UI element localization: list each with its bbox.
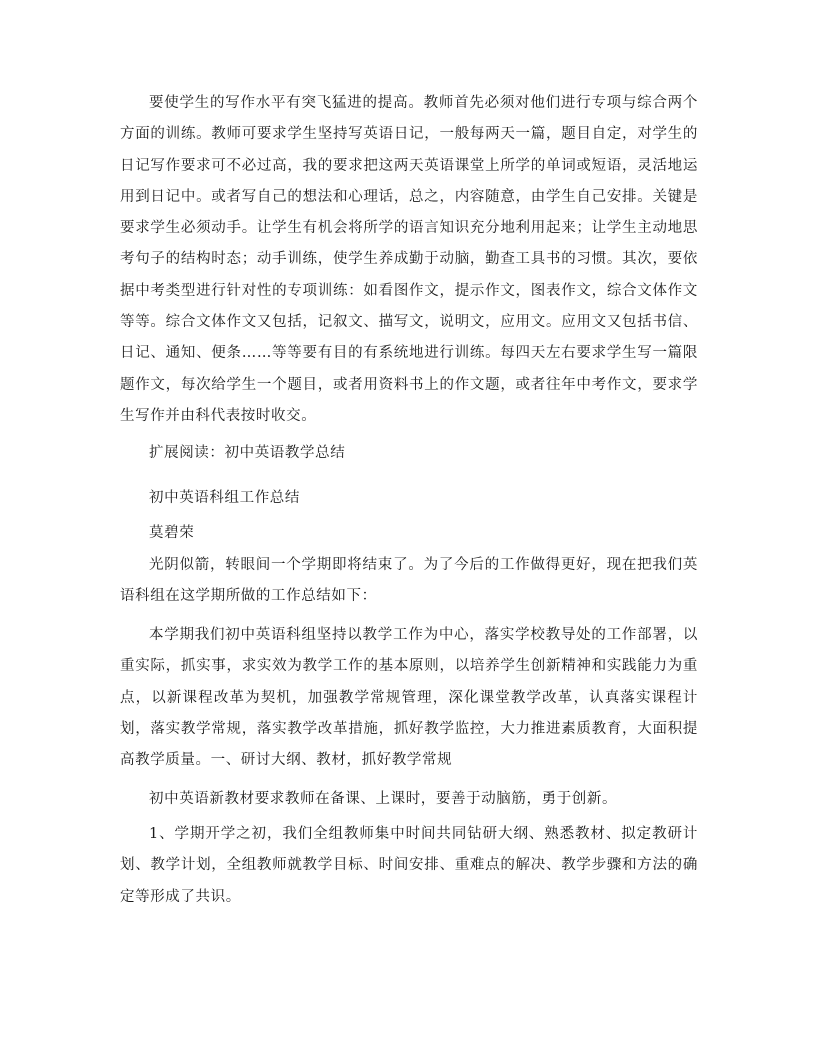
author-name: 莫碧荣 [149,525,195,541]
paragraph-intro: 光阴似箭，转眼间一个学期即将结束了。为了今后的工作做得更好，现在把我们英语科组在这学期所做的工作总结如下： [120,557,698,605]
paragraph-extended-reading: 扩展阅读：初中英语教学总结 [149,445,346,461]
paragraph-principles: 本学期我们初中英语科组坚持以教学工作为中心，落实学校教导处的工作部署，以重实际，抓实事，求实效为教学工作的基本原则，以培养学生创新精神和实践能力为重点，以新课程改革为契机，加强教学常规管理，深化课堂教学改革，认真落实课程计划，落实教学常规，落实教学改革措施，抓好教学监控，大力推进素质教育，大面积提高教学质量。一、研讨大纲、教材，抓好教学常规 [120,627,698,769]
paragraph-new-textbook: 初中英语新教材要求教师在备课、上课时，要善于动脑筋，勇于创新。 [149,791,618,807]
paragraph-semester-start: 1、学期开学之初，我们全组教师集中时间共同钻研大纲、熟悉教材、拟定教研计划、教学计划，全组教师就教学目标、时间安排、重难点的解决、教学步骤和方法的确定等形成了共识。 [120,826,698,905]
paragraph-writing-training: 要使学生的写作水平有突飞猛进的提高。教师首先必须对他们进行专项与综合两个方面的训练。教师可要求学生坚持写英语日记，一般每两天一篇，题目自定，对学生的日记写作要求可不必过高，我的要求把这两天英语课堂上所学的单词或短语，灵活地运用到日记中。或者写自己的想法和心理话，总之，内容随意，由学生自己安排。关键是要求学生必须动手。让学生有机会将所学的语言知识充分地利用起来；让学生主动地思考句子的结构时态；动手训练，使学生养成勤于动脑，勤查工具书的习惯。其次，要依据中考类型进行针对性的专项训练：如看图作文，提示作文，图表作文，综合文体作文等等。综合文体作文又包括，记叙文、描写文，说明文，应用文。应用文又包括书信、日记、通知、便条……等等要有目的有系统地进行训练。每四天左右要求学生写一篇限题作文，每次给学生一个题目，或者用资料书上的作文题，或者往年中考作文，要求学生写作并由科代表按时收交。 [120,95,698,424]
document-page [120,0,698,1056]
document-title: 初中英语科组工作总结 [149,490,300,506]
